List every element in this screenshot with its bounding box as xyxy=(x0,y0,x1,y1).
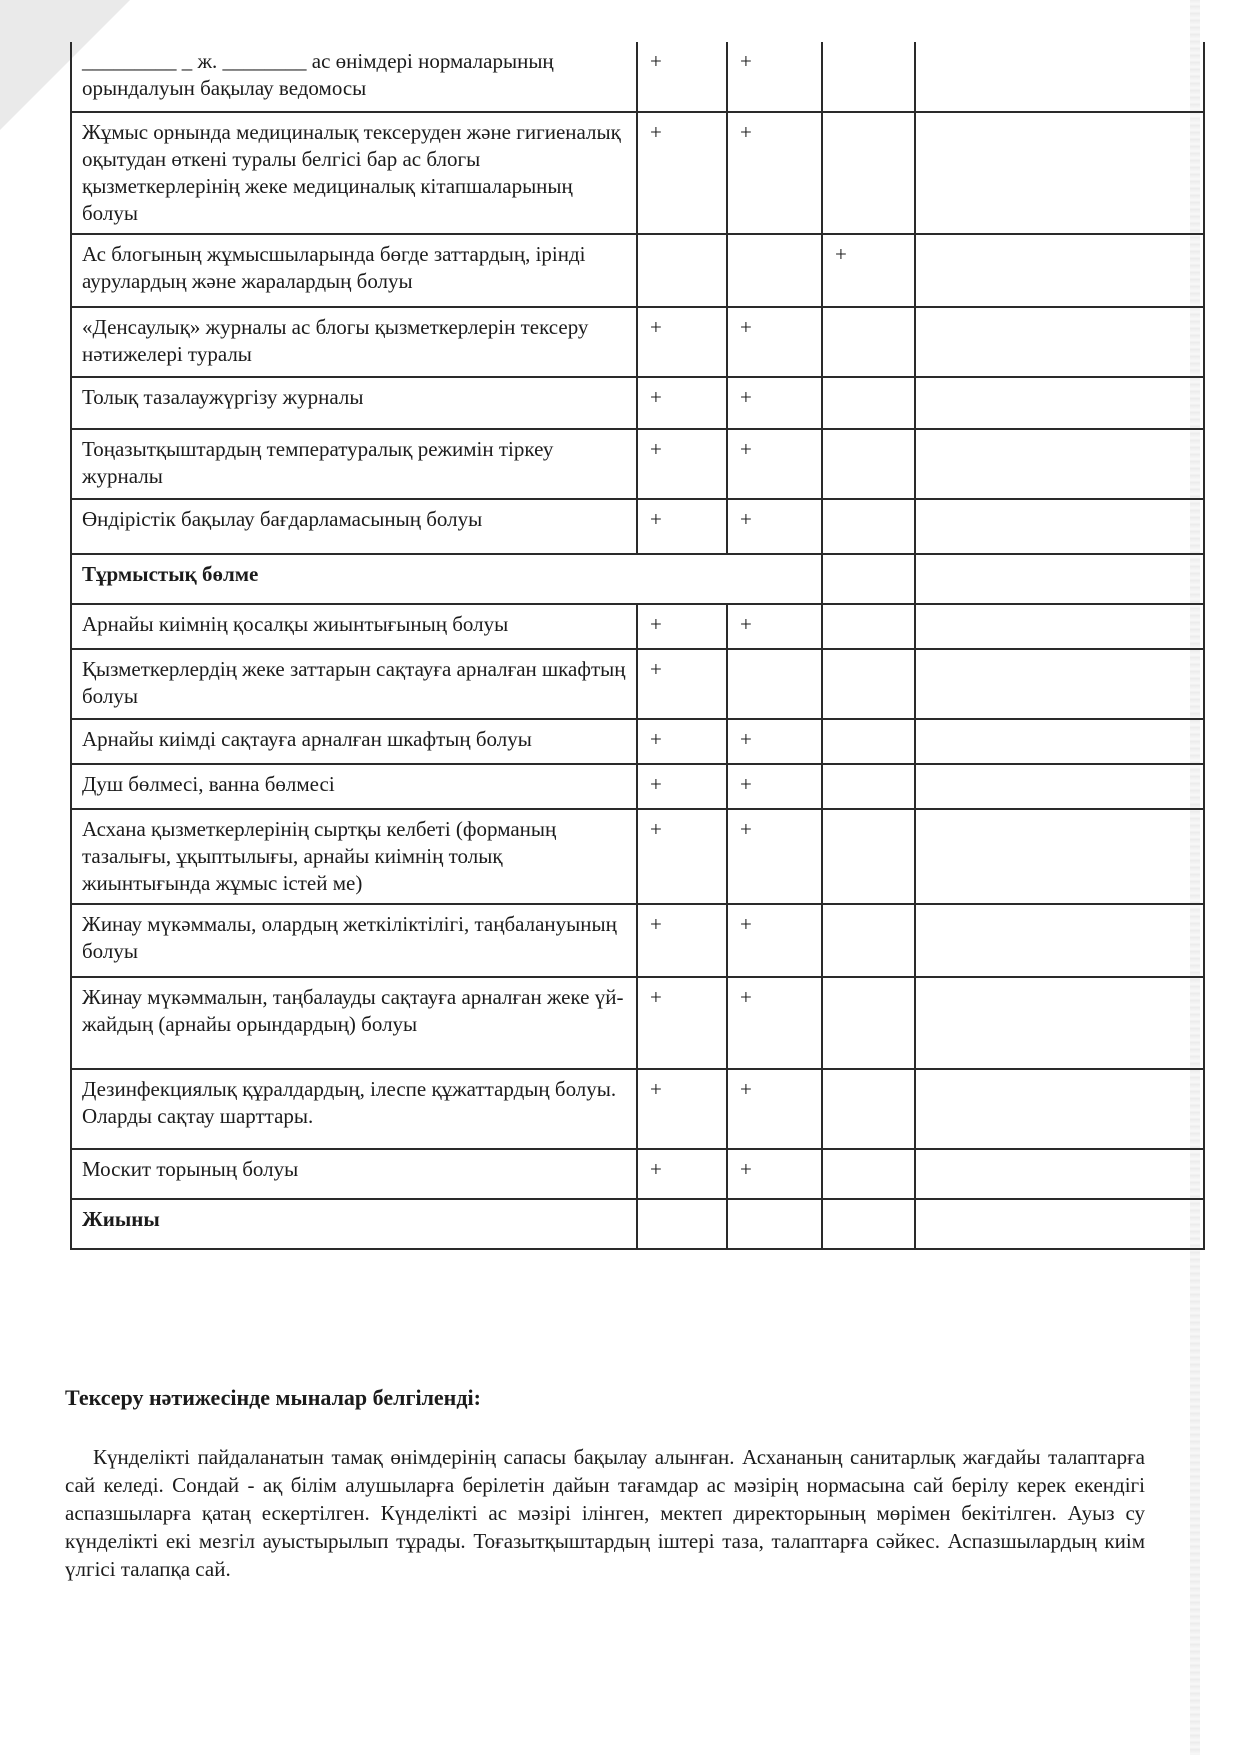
mark-col-3 xyxy=(822,499,915,554)
table-row xyxy=(71,1149,1204,1199)
row-label: Ас блогының жұмысшыларында бөгде заттардың, ірінді аурулардың және жаралардың болуы xyxy=(71,234,637,307)
findings-paragraph: Күнделікті пайдаланатын тамақ өнімдерінің сапасы бақылау алынған. Асхананың санитарлық жағдайы талаптарға сай келеді. Сондай - ақ білім алушыларға берілетін дайын тағамдар ас мәзірің нормасына сай берілу керек екендігі аспазшыларға қатаң ескертілген. Күнделікті ас мәзірі ілінген, мектеп директорының мөрімен бекітілген. Ауыз су күнделікті екі мезгіл ауыстырылып тұрады. Тоғазытқыштардың іштері таза, талаптарға сәйкес. Аспазшылардың киім үлгісі талапқа сай. xyxy=(65,1445,1145,1581)
mark-col-4 xyxy=(915,1149,1204,1199)
mark-col-1: + xyxy=(637,377,727,429)
mark-col-2: + xyxy=(727,764,822,809)
mark-col-1: + xyxy=(637,1069,727,1149)
mark-col-4 xyxy=(915,234,1204,307)
mark-col-1: + xyxy=(637,499,727,554)
mark-col-2: + xyxy=(727,1149,822,1199)
mark-col-3 xyxy=(822,1149,915,1199)
row-label: Жинау мүкәммалын, таңбалауды сақтауға арналған жеке үй-жайдың (арнайы орындардың) болуы xyxy=(71,977,637,1069)
mark-col-1: + xyxy=(637,42,727,112)
mark-col-3 xyxy=(822,649,915,719)
mark-col-2 xyxy=(727,649,822,719)
mark-col-1: + xyxy=(637,904,727,977)
mark-col-3 xyxy=(822,112,915,234)
mark-col-4 xyxy=(915,764,1204,809)
mark-col-2: + xyxy=(727,377,822,429)
table-row xyxy=(71,649,1204,719)
section-title: Тұрмыстық бөлме xyxy=(71,554,822,604)
mark-col-1: + xyxy=(637,604,727,649)
mark-col-4 xyxy=(915,719,1204,764)
mark-col-2: + xyxy=(727,719,822,764)
mark-col-4 xyxy=(915,377,1204,429)
mark-col-3 xyxy=(822,307,915,377)
mark-col-4 xyxy=(915,604,1204,649)
mark-col-4 xyxy=(915,1069,1204,1149)
total-label: Жиыны xyxy=(71,1199,637,1249)
section-header-row xyxy=(71,554,1204,604)
mark-col-4 xyxy=(915,42,1204,112)
mark-col-1: + xyxy=(637,977,727,1069)
table-row xyxy=(71,377,1204,429)
mark-col-1: + xyxy=(637,112,727,234)
row-label: Арнайы киімнің қосалқы жиынтығының болуы xyxy=(71,604,637,649)
mark-col-4 xyxy=(915,554,1204,604)
mark-col-1 xyxy=(637,1199,727,1249)
mark-col-2: + xyxy=(727,809,822,904)
mark-col-2: + xyxy=(727,904,822,977)
row-label: Москит торының болуы xyxy=(71,1149,637,1199)
mark-col-1: + xyxy=(637,809,727,904)
mark-col-2: + xyxy=(727,977,822,1069)
mark-col-4 xyxy=(915,429,1204,499)
mark-col-1: + xyxy=(637,1149,727,1199)
row-label: Өндірістік бақылау бағдарламасының болуы xyxy=(71,499,637,554)
table-row xyxy=(71,234,1204,307)
row-label: Қызметкерлердің жеке заттарын сақтауға арналған шкафтың болуы xyxy=(71,649,637,719)
mark-col-3 xyxy=(822,719,915,764)
mark-col-3 xyxy=(822,604,915,649)
table-row xyxy=(71,499,1204,554)
mark-col-3 xyxy=(822,429,915,499)
mark-col-4 xyxy=(915,977,1204,1069)
row-label: Толық тазалаужүргізу журналы xyxy=(71,377,637,429)
mark-col-2: + xyxy=(727,429,822,499)
table-row xyxy=(71,809,1204,904)
row-label: Асхана қызметкерлерінің сыртқы келбеті (форманың тазалығы, ұқыптылығы, арнайы киімнің толық жиынтығында жұмыс істей ме) xyxy=(71,809,637,904)
mark-col-2: + xyxy=(727,499,822,554)
mark-col-1 xyxy=(637,234,727,307)
row-label: Жинау мүкәммалы, олардың жеткіліктілігі, таңбалануының болуы xyxy=(71,904,637,977)
mark-col-4 xyxy=(915,112,1204,234)
row-label: Жұмыс орнында медициналық тексеруден және гигиеналық оқытудан өткені туралы белгісі бар ас блогы қызметкерлерінің жеке медициналық кітапшаларының болуы xyxy=(71,112,637,234)
total-row xyxy=(71,1199,1204,1249)
mark-col-2: + xyxy=(727,42,822,112)
table-row xyxy=(71,904,1204,977)
row-label: _________ _ ж. ________ ас өнімдері нормаларының орындалуын бақылау ведомосы xyxy=(71,42,637,112)
mark-col-3: + xyxy=(822,234,915,307)
row-label: «Денсаулық» журналы ас блогы қызметкерлерін тексеру нәтижелері туралы xyxy=(71,307,637,377)
mark-col-4 xyxy=(915,809,1204,904)
mark-col-3 xyxy=(822,809,915,904)
mark-col-2: + xyxy=(727,112,822,234)
mark-col-1: + xyxy=(637,307,727,377)
findings-title: Тексеру нәтижесінде мыналар белгіленді: xyxy=(65,1385,481,1410)
table-row xyxy=(71,112,1204,234)
mark-col-1: + xyxy=(637,649,727,719)
mark-col-2: + xyxy=(727,307,822,377)
mark-col-4 xyxy=(915,499,1204,554)
row-label: Тоңазытқыштардың температуралық режимін тіркеу журналы xyxy=(71,429,637,499)
mark-col-2 xyxy=(727,1199,822,1249)
table-row xyxy=(71,977,1204,1069)
inspection-table xyxy=(70,42,1205,1250)
row-label: Душ бөлмесі, ванна бөлмесі xyxy=(71,764,637,809)
mark-col-3 xyxy=(822,904,915,977)
mark-col-3 xyxy=(822,1069,915,1149)
mark-col-1: + xyxy=(637,429,727,499)
mark-col-3 xyxy=(822,554,915,604)
table-row xyxy=(71,719,1204,764)
table-row xyxy=(71,1069,1204,1149)
table-row xyxy=(71,764,1204,809)
row-label: Дезинфекциялық құралдардың, ілеспе құжаттардың болуы. Оларды сақтау шарттары. xyxy=(71,1069,637,1149)
mark-col-3 xyxy=(822,977,915,1069)
mark-col-4 xyxy=(915,307,1204,377)
mark-col-2: + xyxy=(727,604,822,649)
mark-col-3 xyxy=(822,1199,915,1249)
table-row xyxy=(71,42,1204,112)
table-row xyxy=(71,307,1204,377)
row-label: Арнайы киімді сақтауға арналған шкафтың болуы xyxy=(71,719,637,764)
mark-col-2 xyxy=(727,234,822,307)
mark-col-2: + xyxy=(727,1069,822,1149)
mark-col-3 xyxy=(822,377,915,429)
mark-col-4 xyxy=(915,649,1204,719)
mark-col-4 xyxy=(915,1199,1204,1249)
mark-col-4 xyxy=(915,904,1204,977)
mark-col-1: + xyxy=(637,764,727,809)
table-row xyxy=(71,604,1204,649)
mark-col-3 xyxy=(822,764,915,809)
mark-col-1: + xyxy=(637,719,727,764)
table-row xyxy=(71,429,1204,499)
mark-col-3 xyxy=(822,42,915,112)
